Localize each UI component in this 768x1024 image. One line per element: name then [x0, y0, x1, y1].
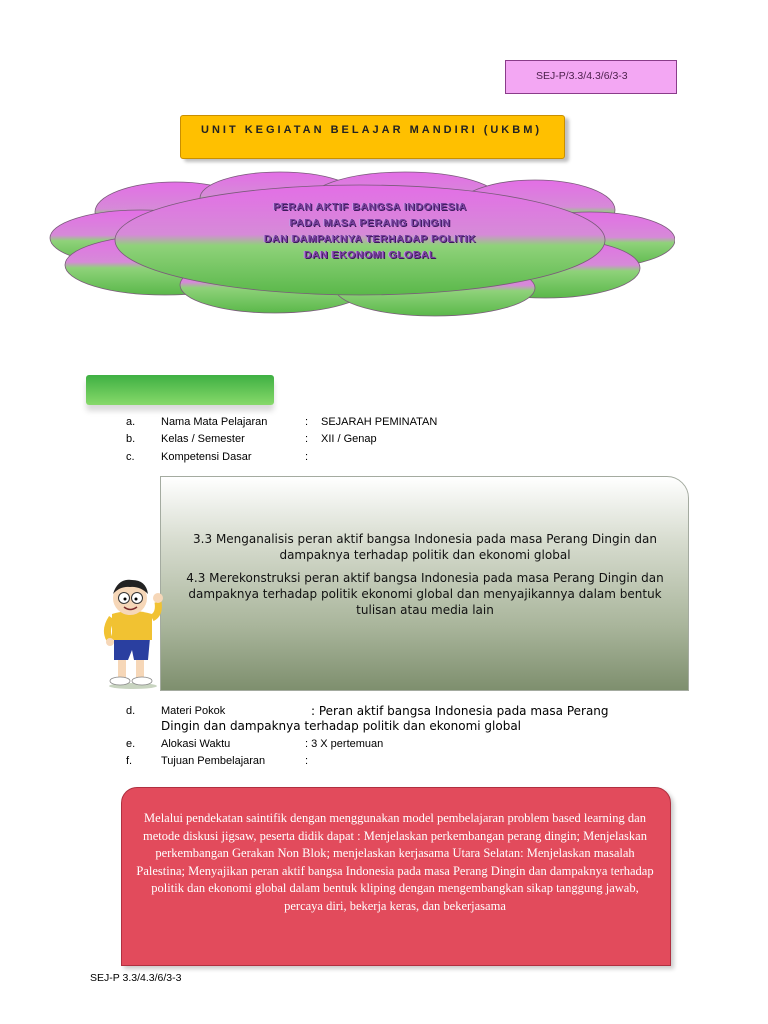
footer-code: SEJ-P 3.3/4.3/6/3-3	[90, 972, 182, 984]
tujuan-row	[0, 753, 768, 769]
row-value: XII / Genap	[321, 433, 377, 445]
row-value: : 3 X pertemuan	[305, 738, 384, 750]
row-label: Nama Mata Pelajaran	[161, 416, 268, 428]
row-colon: :	[305, 433, 309, 445]
row-colon: :	[305, 416, 309, 428]
cloud-title-line-2: PADA MASA PERANG DINGIN	[289, 217, 451, 229]
identity-row-c	[0, 449, 768, 465]
document-code-box	[505, 60, 677, 94]
kd-3-3: 3.3 Menganalisis peran aktif bangsa Indonesia pada masa Perang Dingin dan dampaknya terhadap politik dan ekonomi global	[193, 532, 657, 562]
identity-row-b	[0, 431, 768, 447]
alokasi-row	[0, 736, 768, 752]
identity-row-a	[0, 414, 768, 430]
cloud-title	[200, 199, 540, 263]
materi-value: : Peran aktif bangsa Indonesia pada masa Perang	[311, 704, 609, 718]
materi-value-cont: Dingin dan dampaknya terhadap politik dan ekonomi global	[161, 719, 522, 733]
kd-4-3: 4.3 Merekonstruksi peran aktif bangsa Indonesia pada masa Perang Dingin dan dampaknya terhadap politik ekonomi global dan menyajikannya dalam bentuk tulisan atau media lain	[186, 571, 664, 617]
row-label: Tujuan Pembelajaran	[161, 755, 266, 767]
cartoon-boy-illustration	[100, 578, 166, 690]
cloud-title-line-1: PERAN AKTIF BANGSA INDONESIA	[273, 201, 467, 213]
row-colon: :	[305, 755, 309, 767]
row-letter: a.	[126, 416, 136, 428]
row-letter: f.	[126, 755, 133, 767]
row-label: Kelas / Semester	[161, 433, 245, 445]
kompetensi-dasar-text	[175, 531, 675, 625]
section-tab	[86, 375, 274, 405]
row-letter: e.	[126, 738, 136, 750]
row-letter: d.	[126, 705, 136, 717]
row-label: Materi Pokok	[161, 705, 226, 717]
row-label: Kompetensi Dasar	[161, 451, 252, 463]
tujuan-pembelajaran-text: Melalui pendekatan saintifik dengan menggunakan model pembelajaran problem based learning dan metode diskusi jigsaw, peserta didik dapat : Menjelaskan perkembangan perang dingin; Menjelaskan perkembangan Gerakan Non Blok; menjelaskan kerjasama Utara Selatan: Menjelaskan masalah Palestina; Menyajikan peran aktif bangsa Indonesia pada masa Perang Dingin dan dampaknya terhadap politik dan ekonomi global dalam bentuk kliping dengan mengembangkan sikap tanggung jawab, percaya diri, bekerja keras, dan bekerjasama	[136, 811, 654, 913]
row-letter: c.	[126, 451, 135, 463]
ukbm-title: UNIT KEGIATAN BELAJAR MANDIRI (UKBM)	[201, 124, 543, 136]
cloud-title-line-3: DAN DAMPAKNYA TERHADAP POLITIK	[263, 233, 477, 245]
ukbm-banner	[180, 115, 565, 159]
row-value: SEJARAH PEMINATAN	[321, 416, 438, 428]
cloud-title-line-4: DAN EKONOMI GLOBAL	[303, 249, 437, 261]
row-letter: b.	[126, 433, 136, 445]
materi-row	[0, 703, 768, 719]
row-colon: :	[305, 451, 309, 463]
row-label: Alokasi Waktu	[161, 738, 231, 750]
document-code: SEJ-P/3.3/4.3/6/3-3	[536, 70, 628, 82]
